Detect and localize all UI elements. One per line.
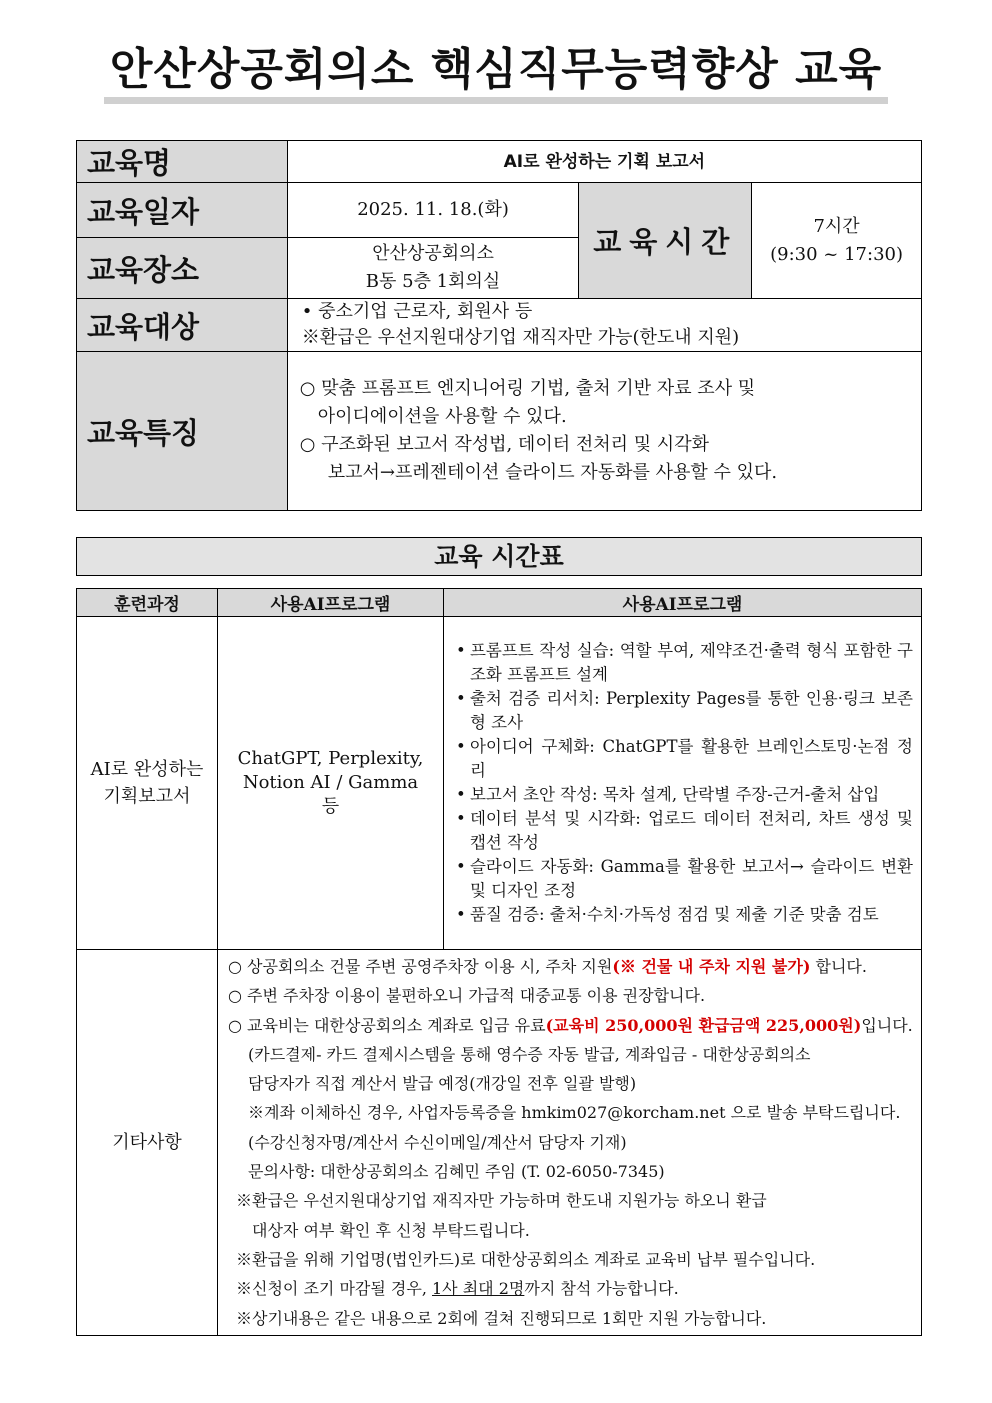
curriculum-item: • 출처 검증 리서치: Perplexity Pages를 통한 인용·링크 보존형 조사 (454, 687, 913, 735)
course-name: AI로 완성하는 기획 보고서 (287, 141, 921, 183)
time-range: (9:30 ~ 17:30) (770, 243, 903, 265)
programs-cell (218, 617, 444, 950)
curriculum-item: • 데이터 분석 및 시각화: 업로드 데이터 전처리, 차트 생성 및 캡션 작성 (454, 807, 913, 855)
header-curriculum: 사용AI프로그램 (443, 589, 921, 617)
schedule-table (76, 588, 922, 1336)
label-course-name: 교육명 (77, 141, 288, 183)
note-line: ※환급은 우선지원대상기업 재직자만 가능하며 한도내 지원가능 하오니 환급 (236, 1191, 767, 1211)
curriculum-item: • 슬라이드 자동화: Gamma를 활용한 보고서→ 슬라이드 변환 및 디자인 조정 (454, 855, 913, 903)
note-line: ○ 주변 주차장 이용이 불편하오니 가급적 대중교통 이용 권장합니다. (228, 986, 706, 1006)
programs-line2: Notion AI / Gamma (242, 772, 419, 793)
course-time (752, 183, 922, 299)
curriculum-list (444, 639, 921, 927)
header-course: 훈련과정 (77, 589, 218, 617)
label-target: 교육대상 (77, 299, 288, 352)
place-line1: 안산상공회의소 (372, 243, 494, 264)
feature-line: 아이디에이션을 사용할 수 있다. (317, 406, 567, 427)
curriculum-item: • 프롬프트 작성 실습: 역할 부여, 제약조건·출력 형식 포함한 구조화 프롬프트 설계 (454, 639, 913, 687)
max-attendees: 1사 최대 2명 (432, 1279, 525, 1299)
curriculum-item: • 아이디어 구체화: ChatGPT를 활용한 브레인스토밍·논점 정리 (454, 735, 913, 783)
note-line: 대상자 여부 확인 후 신청 부탁드립니다. (252, 1220, 530, 1240)
programs-line3: 등 (321, 796, 340, 817)
course-line1: AI로 완성하는 (90, 759, 204, 780)
feature-line: ○ 맞춤 프롬프트 엔지니어링 기법, 출처 기반 자료 조사 및 (299, 378, 756, 399)
etc-notes (218, 950, 922, 1336)
course-place (287, 238, 579, 299)
programs-line1: ChatGPT, Perplexity, (237, 748, 424, 769)
title-underline (104, 97, 888, 104)
feature-line: ○ 구조화된 보고서 작성법, 데이터 전처리 및 시각화 (299, 434, 709, 455)
label-time: 교육시간 (579, 183, 752, 299)
parking-warning: (※ 건물 내 주차 지원 불가) (612, 957, 811, 976)
header-programs: 사용AI프로그램 (218, 589, 444, 617)
label-date: 교육일자 (77, 183, 288, 238)
note-line: (수강신청자명/계산서 수신이메일/계산서 담당자 기재) (248, 1132, 627, 1152)
note-line: (카드결제- 카드 결제시스템을 통해 영수증 자동 발급, 계좌입금 - 대한상공회의소 (248, 1044, 811, 1064)
curriculum-item: • 품질 검증: 출처·수치·가독성 점검 및 제출 기준 맞춤 검토 (454, 903, 913, 927)
info-table (76, 140, 922, 511)
time-hours: 7시간 (813, 215, 860, 237)
target-line2: ※환급은 우선지원대상기업 재직자만 가능(한도내 지원) (301, 327, 740, 348)
feature-line: 보고서→프레젠테이션 슬라이드 자동화를 사용할 수 있다. (327, 462, 778, 483)
target-line1: • 중소기업 근로자, 회원사 등 (301, 301, 533, 322)
course-target (287, 299, 921, 352)
page-title: 안산상공회의소 핵심직무능력향상 교육 (109, 44, 883, 95)
note-line: 문의사항: 대한상공회의소 김혜민 주임 (T. 02-6050-7345) (248, 1162, 665, 1182)
schedule-title: 교육 시간표 (76, 537, 922, 576)
curriculum-cell (443, 617, 921, 950)
note-line: 담당자가 직접 계산서 발급 예정(개강일 전후 일괄 발행) (248, 1074, 637, 1094)
note-line: ※환급을 위해 기업명(법인카드)로 대한상공회의소 계좌로 교육비 납부 필수입니다. (236, 1249, 816, 1269)
fee-amount: (교육비 250,000원 환급금액 225,000원) (545, 1015, 862, 1035)
note-line: ※신청이 조기 마감될 경우, 1사 최대 2명까지 참석 가능합니다. (236, 1279, 679, 1299)
note-line: ※계좌 이체하신 경우, 사업자등록증을 hmkim027@korcham.net 으로 발송 부탁드립니다. (248, 1103, 901, 1123)
etc-label: 기타사항 (77, 950, 218, 1336)
course-features (287, 352, 921, 511)
curriculum-item: • 보고서 초안 작성: 목차 설계, 단락별 주장-근거-출처 삽입 (454, 783, 913, 807)
course-line2: 기획보고서 (103, 786, 191, 807)
course-cell (77, 617, 218, 950)
label-place: 교육장소 (77, 238, 288, 299)
place-line2: B동 5층 1회의실 (365, 271, 501, 292)
note-line: ※상기내용은 같은 내용으로 2회에 걸쳐 진행되므로 1회만 지원 가능합니다. (236, 1308, 767, 1328)
note-line: ○ 교육비는 대한상공회의소 계좌로 입금 유료(교육비 250,000원 환급금액 225,000원)입니다. (228, 1015, 913, 1035)
label-features: 교육특징 (77, 352, 288, 511)
course-date: 2025. 11. 18.(화) (287, 183, 579, 238)
note-line: ○ 상공회의소 건물 주변 공영주차장 이용 시, 주차 지원(※ 건물 내 주차 지원 불가) 합니다. (228, 957, 867, 976)
